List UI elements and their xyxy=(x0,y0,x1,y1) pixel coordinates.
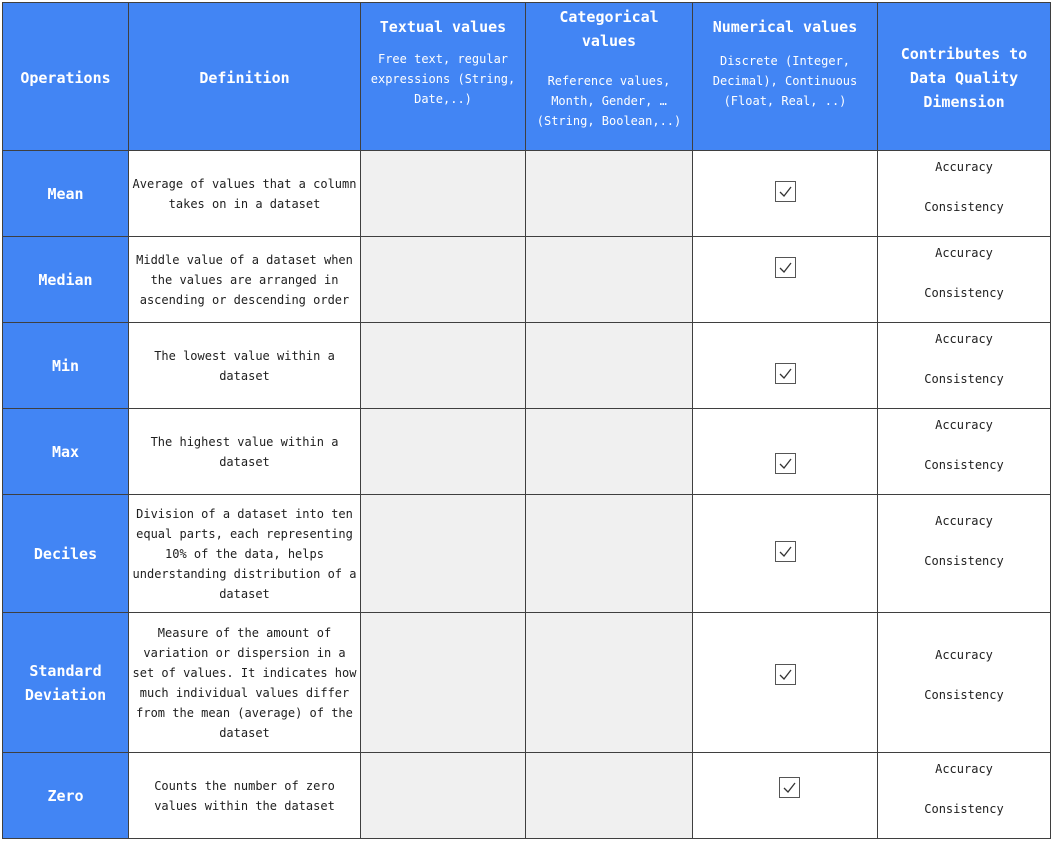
dq-accuracy: Accuracy xyxy=(935,762,993,776)
checkbox-checked-icon[interactable] xyxy=(775,363,796,384)
operation-name: Min xyxy=(3,323,129,409)
operation-definition: The highest value within a dataset xyxy=(129,409,361,495)
checkbox-checked-icon[interactable] xyxy=(775,453,796,474)
operation-definition: Counts the number of zero values within the dataset xyxy=(129,753,361,839)
dq-accuracy: Accuracy xyxy=(935,648,993,662)
header-textual-values xyxy=(361,3,526,151)
operation-name: Standard Deviation xyxy=(3,613,129,753)
table-row xyxy=(3,613,1051,753)
textual-values-cell xyxy=(361,409,526,495)
header-categorical-title: Categorical values xyxy=(559,8,659,50)
table-row xyxy=(3,495,1051,613)
checkbox-checked-icon[interactable] xyxy=(775,541,796,562)
table-row xyxy=(3,323,1051,409)
dq-consistency: Consistency xyxy=(924,458,1004,472)
textual-values-cell xyxy=(361,151,526,237)
operation-definition: The lowest value within a dataset xyxy=(129,323,361,409)
textual-values-cell xyxy=(361,495,526,613)
header-row xyxy=(3,3,1051,151)
operation-definition: Average of values that a column takes on in a dataset xyxy=(129,151,361,237)
dq-accuracy: Accuracy xyxy=(935,514,993,528)
table-row xyxy=(3,151,1051,237)
dq-dimension-cell xyxy=(878,237,1051,323)
dq-accuracy: Accuracy xyxy=(935,246,993,260)
header-numerical-values xyxy=(693,3,878,151)
header-categorical-values xyxy=(526,3,693,151)
operation-name: Max xyxy=(3,409,129,495)
dq-accuracy: Accuracy xyxy=(935,332,993,346)
operation-name: Mean xyxy=(3,151,129,237)
operation-name: Zero xyxy=(3,753,129,839)
operations-table xyxy=(2,2,1051,839)
dq-dimension-cell xyxy=(878,613,1051,753)
header-numerical-title: Numerical values xyxy=(712,18,858,36)
numerical-values-cell xyxy=(693,409,878,495)
numerical-values-cell xyxy=(693,323,878,409)
textual-values-cell xyxy=(361,753,526,839)
operation-definition: Division of a dataset into ten equal parts, each representing 10% of the data, helps understanding distribution of a dataset xyxy=(129,495,361,613)
dq-dimension-cell xyxy=(878,151,1051,237)
header-numerical-sub: Discrete (Integer, Decimal), Continuous (Float, Real, ..) xyxy=(712,54,858,108)
checkbox-checked-icon[interactable] xyxy=(775,181,796,202)
textual-values-cell xyxy=(361,613,526,753)
header-textual-title: Textual values xyxy=(379,18,507,36)
dq-consistency: Consistency xyxy=(924,688,1004,702)
operation-definition: Measure of the amount of variation or dispersion in a set of values. It indicates how much individual values differ from the mean (average) of the dataset xyxy=(129,613,361,753)
categorical-values-cell xyxy=(526,237,693,323)
numerical-values-cell xyxy=(693,753,878,839)
header-dq-dimension: Contributes to Data Quality Dimension xyxy=(878,3,1051,151)
categorical-values-cell xyxy=(526,151,693,237)
categorical-values-cell xyxy=(526,613,693,753)
numerical-values-cell xyxy=(693,613,878,753)
header-textual-sub: Free text, regular expressions (String, Date,..) xyxy=(370,52,516,106)
operation-name: Deciles xyxy=(3,495,129,613)
header-operations: Operations xyxy=(3,3,129,151)
checkbox-checked-icon[interactable] xyxy=(779,777,800,798)
operation-name: Median xyxy=(3,237,129,323)
numerical-values-cell xyxy=(693,151,878,237)
dq-dimension-cell xyxy=(878,495,1051,613)
categorical-values-cell xyxy=(526,753,693,839)
table-row xyxy=(3,409,1051,495)
operation-definition: Middle value of a dataset when the values are arranged in ascending or descending order xyxy=(129,237,361,323)
dq-dimension-cell xyxy=(878,753,1051,839)
categorical-values-cell xyxy=(526,495,693,613)
numerical-values-cell xyxy=(693,237,878,323)
dq-consistency: Consistency xyxy=(924,286,1004,300)
numerical-values-cell xyxy=(693,495,878,613)
table-row xyxy=(3,237,1051,323)
checkbox-checked-icon[interactable] xyxy=(775,257,796,278)
textual-values-cell xyxy=(361,323,526,409)
dq-accuracy: Accuracy xyxy=(935,160,993,174)
dq-accuracy: Accuracy xyxy=(935,418,993,432)
table-row xyxy=(3,753,1051,839)
header-definition: Definition xyxy=(129,3,361,151)
dq-consistency: Consistency xyxy=(924,372,1004,386)
header-categorical-sub: Reference values, Month, Gender, … (String, Boolean,..) xyxy=(536,74,682,128)
dq-dimension-cell xyxy=(878,323,1051,409)
textual-values-cell xyxy=(361,237,526,323)
categorical-values-cell xyxy=(526,409,693,495)
dq-dimension-cell xyxy=(878,409,1051,495)
dq-consistency: Consistency xyxy=(924,200,1004,214)
dq-consistency: Consistency xyxy=(924,802,1004,816)
categorical-values-cell xyxy=(526,323,693,409)
checkbox-checked-icon[interactable] xyxy=(775,664,796,685)
dq-consistency: Consistency xyxy=(924,554,1004,568)
